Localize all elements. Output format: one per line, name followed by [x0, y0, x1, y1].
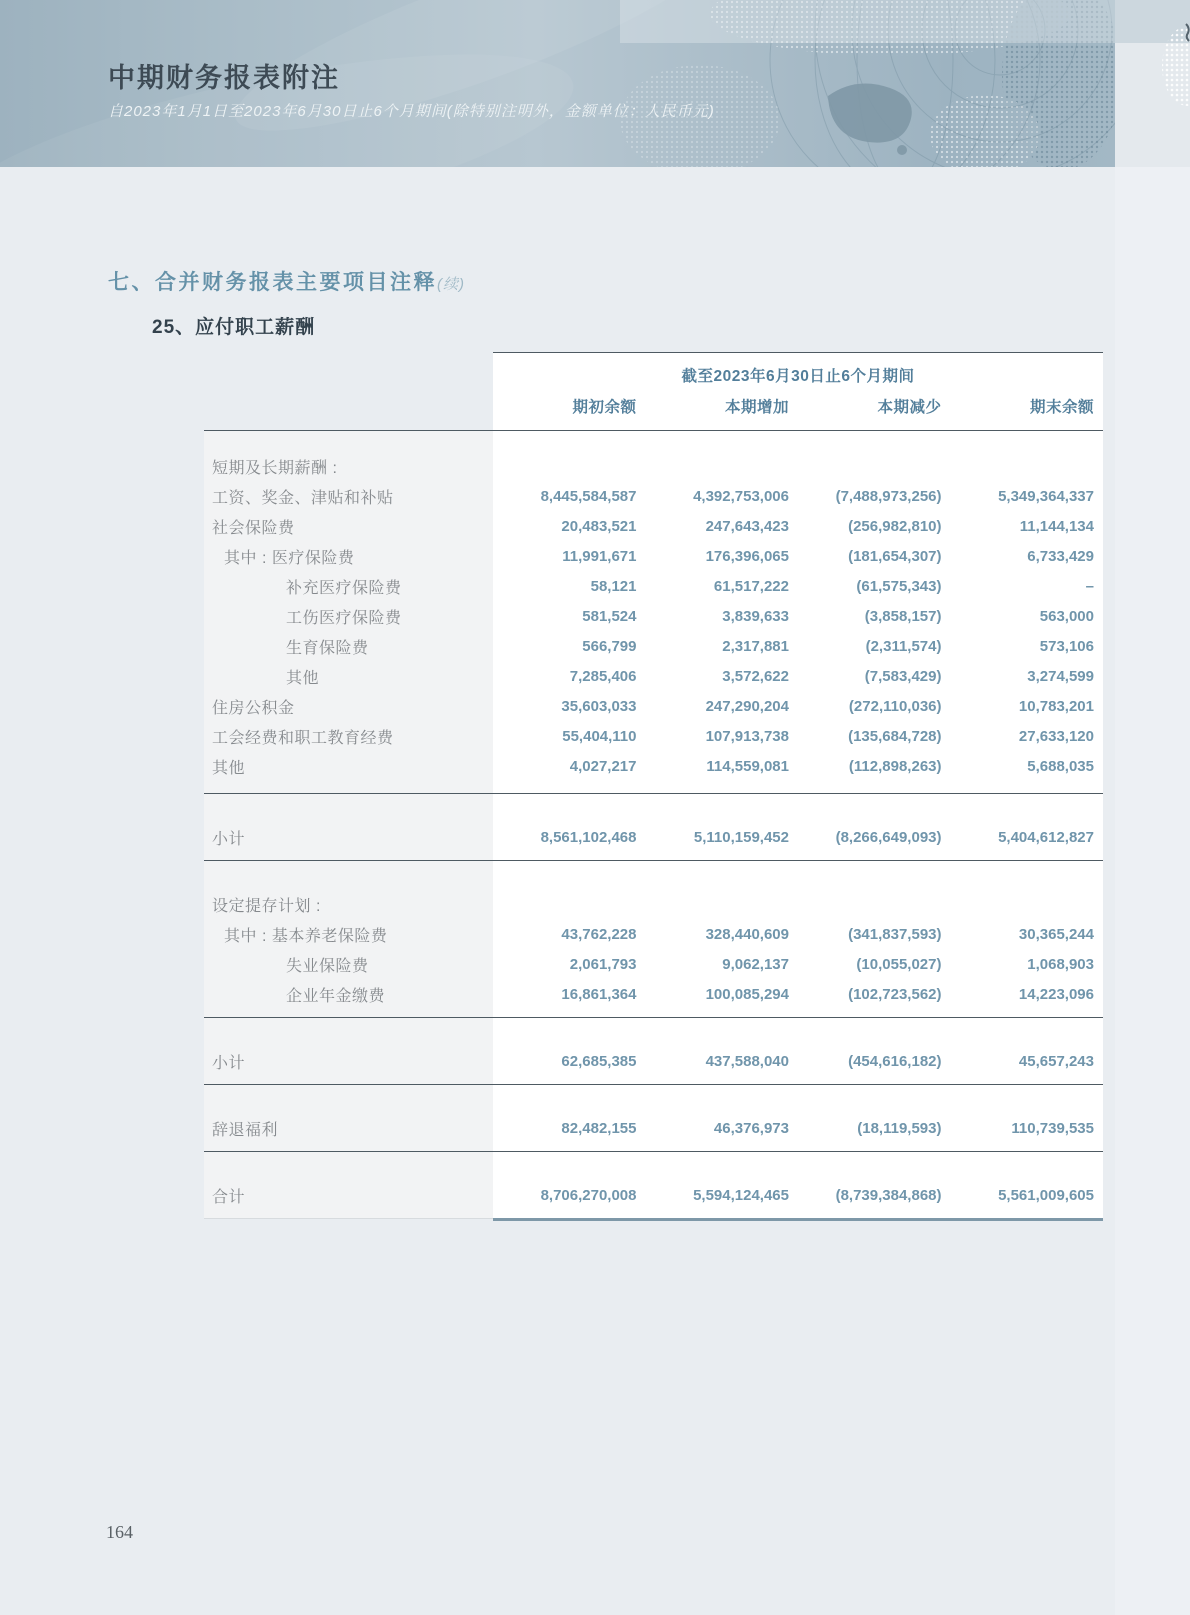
- table-body: [204, 430, 1103, 1218]
- table-row: [204, 1046, 1103, 1076]
- cell-value: 114,559,081: [706, 757, 789, 775]
- cell-value: (102,723,562): [848, 985, 942, 1003]
- table-section: [204, 1152, 1103, 1218]
- cell-value: 30,365,244: [1018, 925, 1094, 943]
- cell-value: 3,572,622: [722, 667, 789, 685]
- row-label: 辞退福利: [212, 1121, 279, 1139]
- cell-value: 2,061,793: [569, 955, 637, 973]
- cell-value: 573,106: [1039, 637, 1094, 655]
- cell-value: (10,055,027): [856, 955, 942, 973]
- row-label: 工资、奖金、津贴和补贴: [212, 489, 394, 507]
- cell-value: 100,085,294: [705, 985, 789, 1003]
- cell-value: 11,144,134: [1019, 517, 1094, 535]
- cell-value: 61,517,222: [713, 577, 789, 595]
- cell-value: 27,633,120: [1018, 727, 1094, 745]
- table-section: [204, 861, 1103, 1017]
- cell-value: (454,616,182): [848, 1052, 942, 1070]
- table-section: [204, 1018, 1103, 1084]
- column-header-closing-balance: 期末余额: [1029, 399, 1094, 416]
- cell-value: (8,739,384,868): [835, 1186, 942, 1204]
- section-heading: [108, 266, 465, 296]
- cell-value: (18,119,593): [857, 1119, 942, 1137]
- cell-value: (112,898,263): [848, 757, 942, 775]
- cell-value: 107,913,738: [705, 727, 789, 745]
- cell-value: 176,396,065: [705, 547, 789, 565]
- table-row: [204, 601, 1103, 631]
- row-label: 其中 : 基本养老保险费: [224, 927, 388, 945]
- cell-value: 8,445,584,587: [540, 487, 637, 505]
- cell-value: 5,404,612,827: [998, 828, 1094, 846]
- row-label: 短期及长期薪酬 :: [212, 459, 338, 477]
- cell-value: 5,561,009,605: [998, 1186, 1094, 1204]
- row-label: 失业保险费: [286, 957, 369, 975]
- table-column-headers: [493, 395, 1103, 417]
- table-row: [204, 541, 1103, 571]
- cell-value: 55,404,110: [562, 727, 637, 745]
- cell-value: 247,290,204: [705, 697, 789, 715]
- cell-value: (341,837,593): [848, 925, 942, 943]
- cell-value: 20,483,521: [561, 517, 637, 535]
- cell-value: (181,654,307): [848, 547, 942, 565]
- cell-value: 6,733,429: [1027, 547, 1094, 565]
- page-number: 164: [106, 1522, 133, 1542]
- table-row: [204, 822, 1103, 852]
- cell-value: 9,062,137: [722, 955, 789, 973]
- cell-value: –: [1085, 577, 1094, 595]
- corner-dots-decoration: [1150, 18, 1190, 113]
- cell-value: 7,285,406: [569, 667, 637, 685]
- table-span-header: 截至2023年6月30日止6个月期间: [681, 368, 915, 385]
- row-label: 补充医疗保险费: [286, 579, 402, 597]
- banner-subtitle: 自2023年1月1日至2023年6月30日止6个月期间(除特别注明外，金额单位：人民币元): [108, 103, 715, 120]
- table-row: [204, 451, 1103, 481]
- cell-value: 5,349,364,337: [998, 487, 1094, 505]
- cell-value: 11,991,671: [562, 547, 637, 565]
- cell-value: 247,643,423: [705, 517, 789, 535]
- cell-value: 581,524: [582, 607, 637, 625]
- cell-value: (7,488,973,256): [835, 487, 942, 505]
- note-subheading: 25、应付职工薪酬: [152, 317, 316, 338]
- cell-value: 328,440,609: [705, 925, 789, 943]
- table-row: [204, 721, 1103, 751]
- column-header-increase: 本期增加: [724, 399, 789, 416]
- row-label: 其他: [286, 669, 320, 687]
- cell-value: 14,223,096: [1018, 985, 1094, 1003]
- row-label: 生育保险费: [286, 639, 369, 657]
- cell-value: 5,688,035: [1027, 757, 1094, 775]
- cell-value: 58,121: [590, 577, 637, 595]
- table-row: [204, 919, 1103, 949]
- cell-value: 45,657,243: [1018, 1052, 1094, 1070]
- row-label: 工会经费和职工教育经费: [212, 729, 394, 747]
- table-row: [204, 949, 1103, 979]
- row-label: 社会保险费: [212, 519, 295, 537]
- section-heading-suffix: (续): [437, 276, 465, 293]
- row-label: 合计: [212, 1188, 246, 1206]
- cell-value: (272,110,036): [848, 697, 942, 715]
- table-row: [204, 1113, 1103, 1143]
- compensation-table: [204, 352, 1103, 1221]
- cell-value: 43,762,228: [561, 925, 637, 943]
- cell-value: 566,799: [582, 637, 637, 655]
- table-row: [204, 481, 1103, 511]
- table-row: [204, 979, 1103, 1009]
- cell-value: (135,684,728): [848, 727, 942, 745]
- cell-value: 110,739,535: [1011, 1119, 1094, 1137]
- cell-value: 1,068,903: [1027, 955, 1094, 973]
- table-bottom-border: [204, 1218, 1103, 1221]
- cell-value: (61,575,343): [856, 577, 942, 595]
- table-bottom-border-label: [204, 1218, 493, 1219]
- cell-value: 16,861,364: [561, 985, 637, 1003]
- cell-value: 5,594,124,465: [693, 1186, 789, 1204]
- cell-value: 437,588,040: [705, 1052, 789, 1070]
- cell-value: 5,110,159,452: [693, 828, 789, 846]
- table-row: [204, 691, 1103, 721]
- row-label: 工伤医疗保险费: [286, 609, 402, 627]
- cell-value: 8,561,102,468: [540, 828, 637, 846]
- cell-value: 46,376,973: [713, 1119, 789, 1137]
- cell-value: (7,583,429): [864, 667, 942, 685]
- cell-value: (2,311,574): [865, 637, 942, 655]
- row-label: 企业年金缴费: [286, 987, 386, 1005]
- table-header: [493, 352, 1103, 430]
- cell-value: (3,858,157): [864, 607, 942, 625]
- table-section: [204, 431, 1103, 793]
- row-label: 住房公积金: [212, 699, 295, 717]
- row-label: 设定提存计划 :: [212, 897, 321, 915]
- table-row: [204, 511, 1103, 541]
- row-label: 小计: [212, 830, 246, 848]
- cell-value: 10,783,201: [1018, 697, 1094, 715]
- page-right-margin: [1115, 167, 1190, 1615]
- cell-value: 35,603,033: [561, 697, 637, 715]
- cell-value: 4,392,753,006: [693, 487, 789, 505]
- column-header-decrease: 本期减少: [877, 399, 942, 416]
- cell-value: 563,000: [1039, 607, 1094, 625]
- cell-value: 3,839,633: [722, 607, 789, 625]
- row-label: 小计: [212, 1054, 246, 1072]
- column-header-opening-balance: 期初余额: [572, 399, 637, 416]
- cell-value: 3,274,599: [1027, 667, 1094, 685]
- row-label: 其中 : 医疗保险费: [224, 549, 355, 567]
- section-heading-text: 七、合并财务报表主要项目注释: [108, 271, 437, 294]
- cell-value: 8,706,270,008: [540, 1186, 637, 1204]
- table-row: [204, 661, 1103, 691]
- table-section: [204, 794, 1103, 860]
- banner-highlight-band: [620, 0, 1115, 43]
- table-row: [204, 1180, 1103, 1210]
- row-label: 其他: [212, 759, 246, 777]
- table-bottom-border-values: [493, 1218, 1103, 1221]
- table-row: [204, 751, 1103, 781]
- cell-value: 82,482,155: [561, 1119, 637, 1137]
- table-row: [204, 571, 1103, 601]
- cell-value: (8,266,649,093): [835, 828, 942, 846]
- page-banner: [0, 0, 1190, 167]
- banner-title: 中期财务报表附注: [108, 63, 340, 93]
- table-row: [204, 631, 1103, 661]
- cell-value: (256,982,810): [848, 517, 942, 535]
- table-row: [204, 889, 1103, 919]
- table-section: [204, 1085, 1103, 1151]
- cell-value: 4,027,217: [569, 757, 637, 775]
- cell-value: 62,685,385: [561, 1052, 637, 1070]
- cell-value: 2,317,881: [722, 637, 789, 655]
